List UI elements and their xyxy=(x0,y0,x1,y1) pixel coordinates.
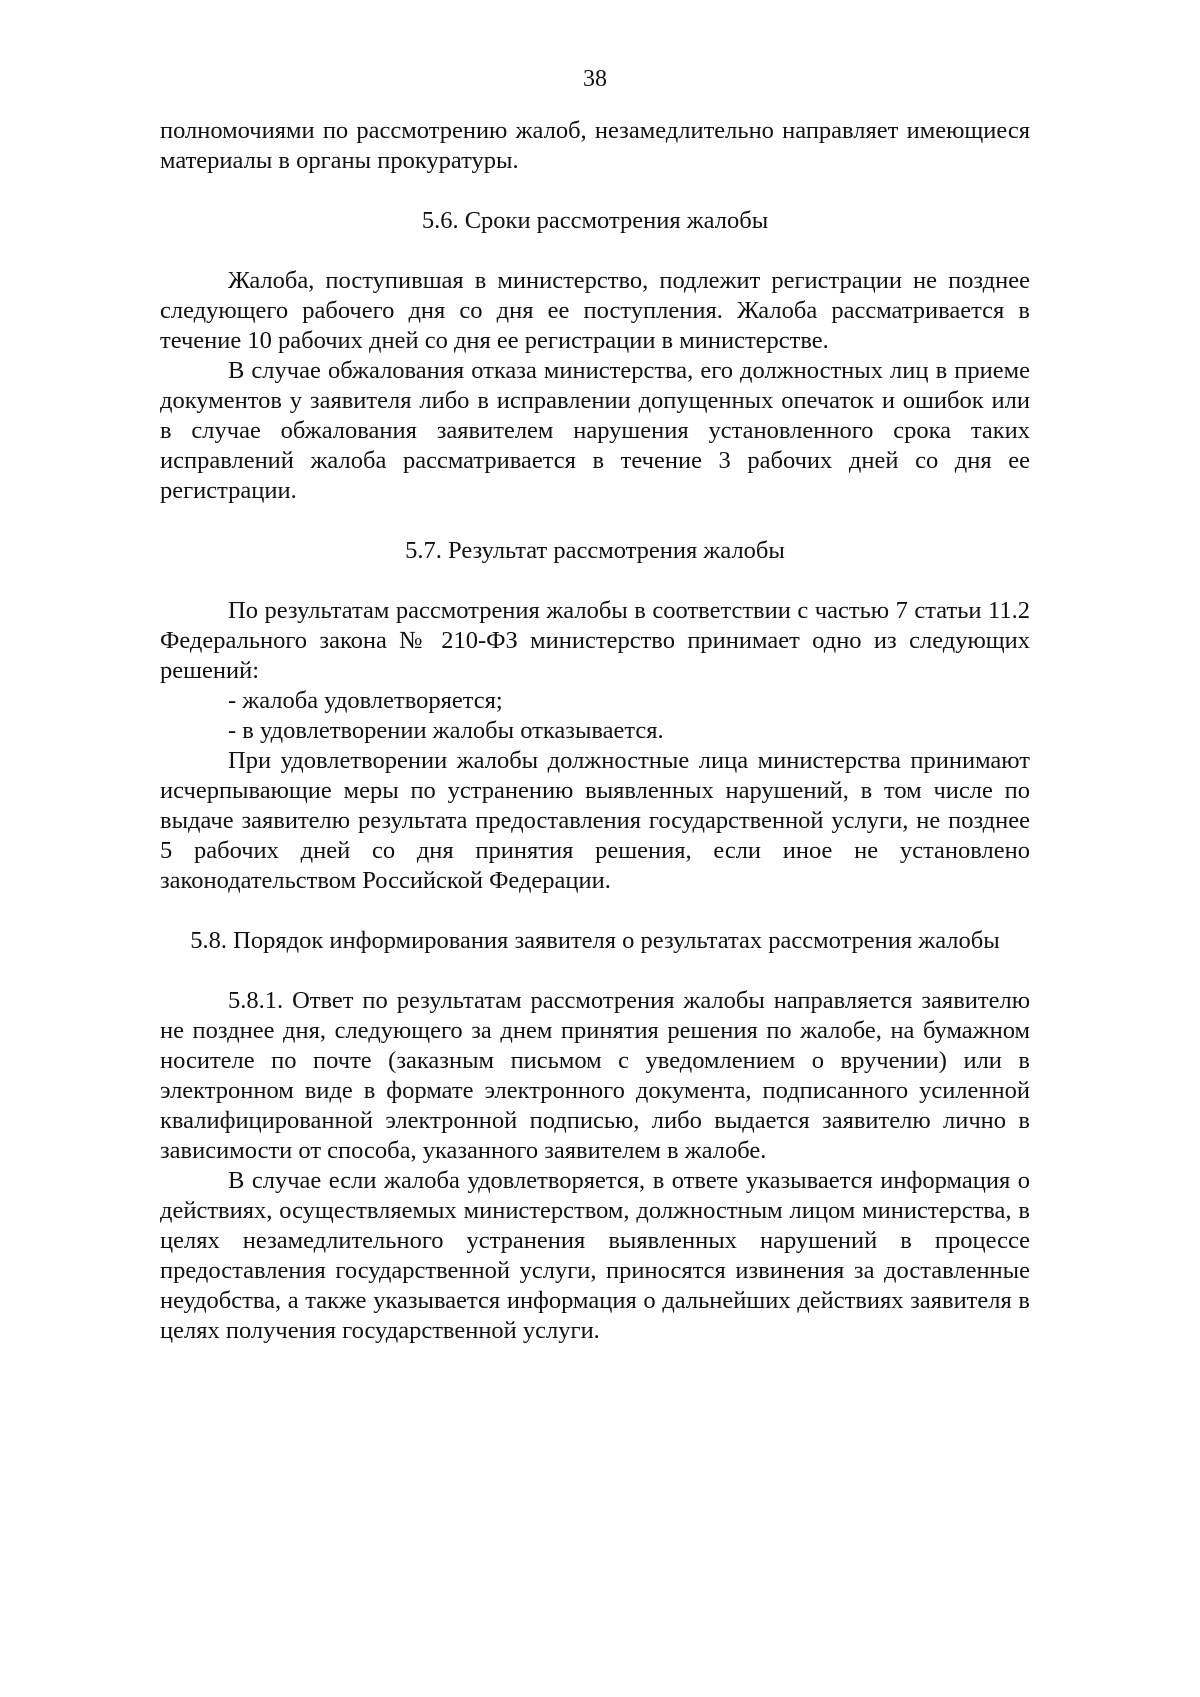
paragraph-decision-options: По результатам рассмотрения жалобы в соответствии с частью 7 статьи 11.2 Федерального закона № 210-ФЗ министерство принимает одно из следующих решений: xyxy=(160,597,1030,684)
section-heading-5-6: 5.6. Сроки рассмотрения жалобы xyxy=(421,207,769,234)
paragraph-refusal-appeal-term: В случае обжалования отказа министерства, его должностных лиц в приеме документов у заявителя либо в исправлении допущенных опечаток и ошибок или в случае обжалования заявителем нарушения установленного срока таких исправлений жалоба рассматривается в течение 3 рабочих дней со дня ее регистрации. xyxy=(160,357,1030,504)
paragraph-remedial-measures: При удовлетворении жалобы должностные лица министерства принимают исчерпывающие меры по устранению выявленных нарушений, в том числе по выдаче заявителю результата предоставления государственной услуги, не позднее 5 рабочих дней со дня принятия решения, если иное не установлено законодательством Российской Федерации. xyxy=(160,747,1030,894)
list-item-refused: - в удовлетворении жалобы отказывается. xyxy=(228,717,664,744)
paragraph-registration-term: Жалоба, поступившая в министерство, подлежит регистрации не позднее следующего рабочего дня со дня ее поступления. Жалоба рассматривается в течение 10 рабочих дней со дня ее регистрации в министерстве. xyxy=(160,267,1030,354)
list-item-satisfied: - жалоба удовлетворяется; xyxy=(228,687,503,714)
paragraph-response-content: В случае если жалоба удовлетворяется, в ответе указывается информация о действиях, осуществляемых министерством, должностным лицом министерства, в целях незамедлительного устранения выявленных нарушений в процессе предоставления государственной услуги, приносятся извинения за доставленные неудобства, а также указывается информация о дальнейших действиях заявителя в целях получения государственной услуги. xyxy=(160,1167,1030,1344)
page-number: 38 xyxy=(583,66,607,92)
section-heading-5-7: 5.7. Результат рассмотрения жалобы xyxy=(405,537,785,564)
paragraph-continuation: полномочиями по рассмотрению жалоб, незамедлительно направляет имеющиеся материалы в органы прокуратуры. xyxy=(160,117,1030,174)
section-heading-5-8: 5.8. Порядок информирования заявителя о результатах рассмотрения жалобы xyxy=(190,927,1000,954)
paragraph-response-delivery: 5.8.1. Ответ по результатам рассмотрения жалобы направляется заявителю не позднее дня, следующего за днем принятия решения по жалобе, на бумажном носителе по почте (заказным письмом с уведомлением о вручении) или в электронном виде в формате электронного документа, подписанного усиленной квалифицированной электронной подписью, либо выдается заявителю лично в зависимости от способа, указанного заявителем в жалобе. xyxy=(160,987,1030,1164)
document-body xyxy=(160,116,1030,1346)
